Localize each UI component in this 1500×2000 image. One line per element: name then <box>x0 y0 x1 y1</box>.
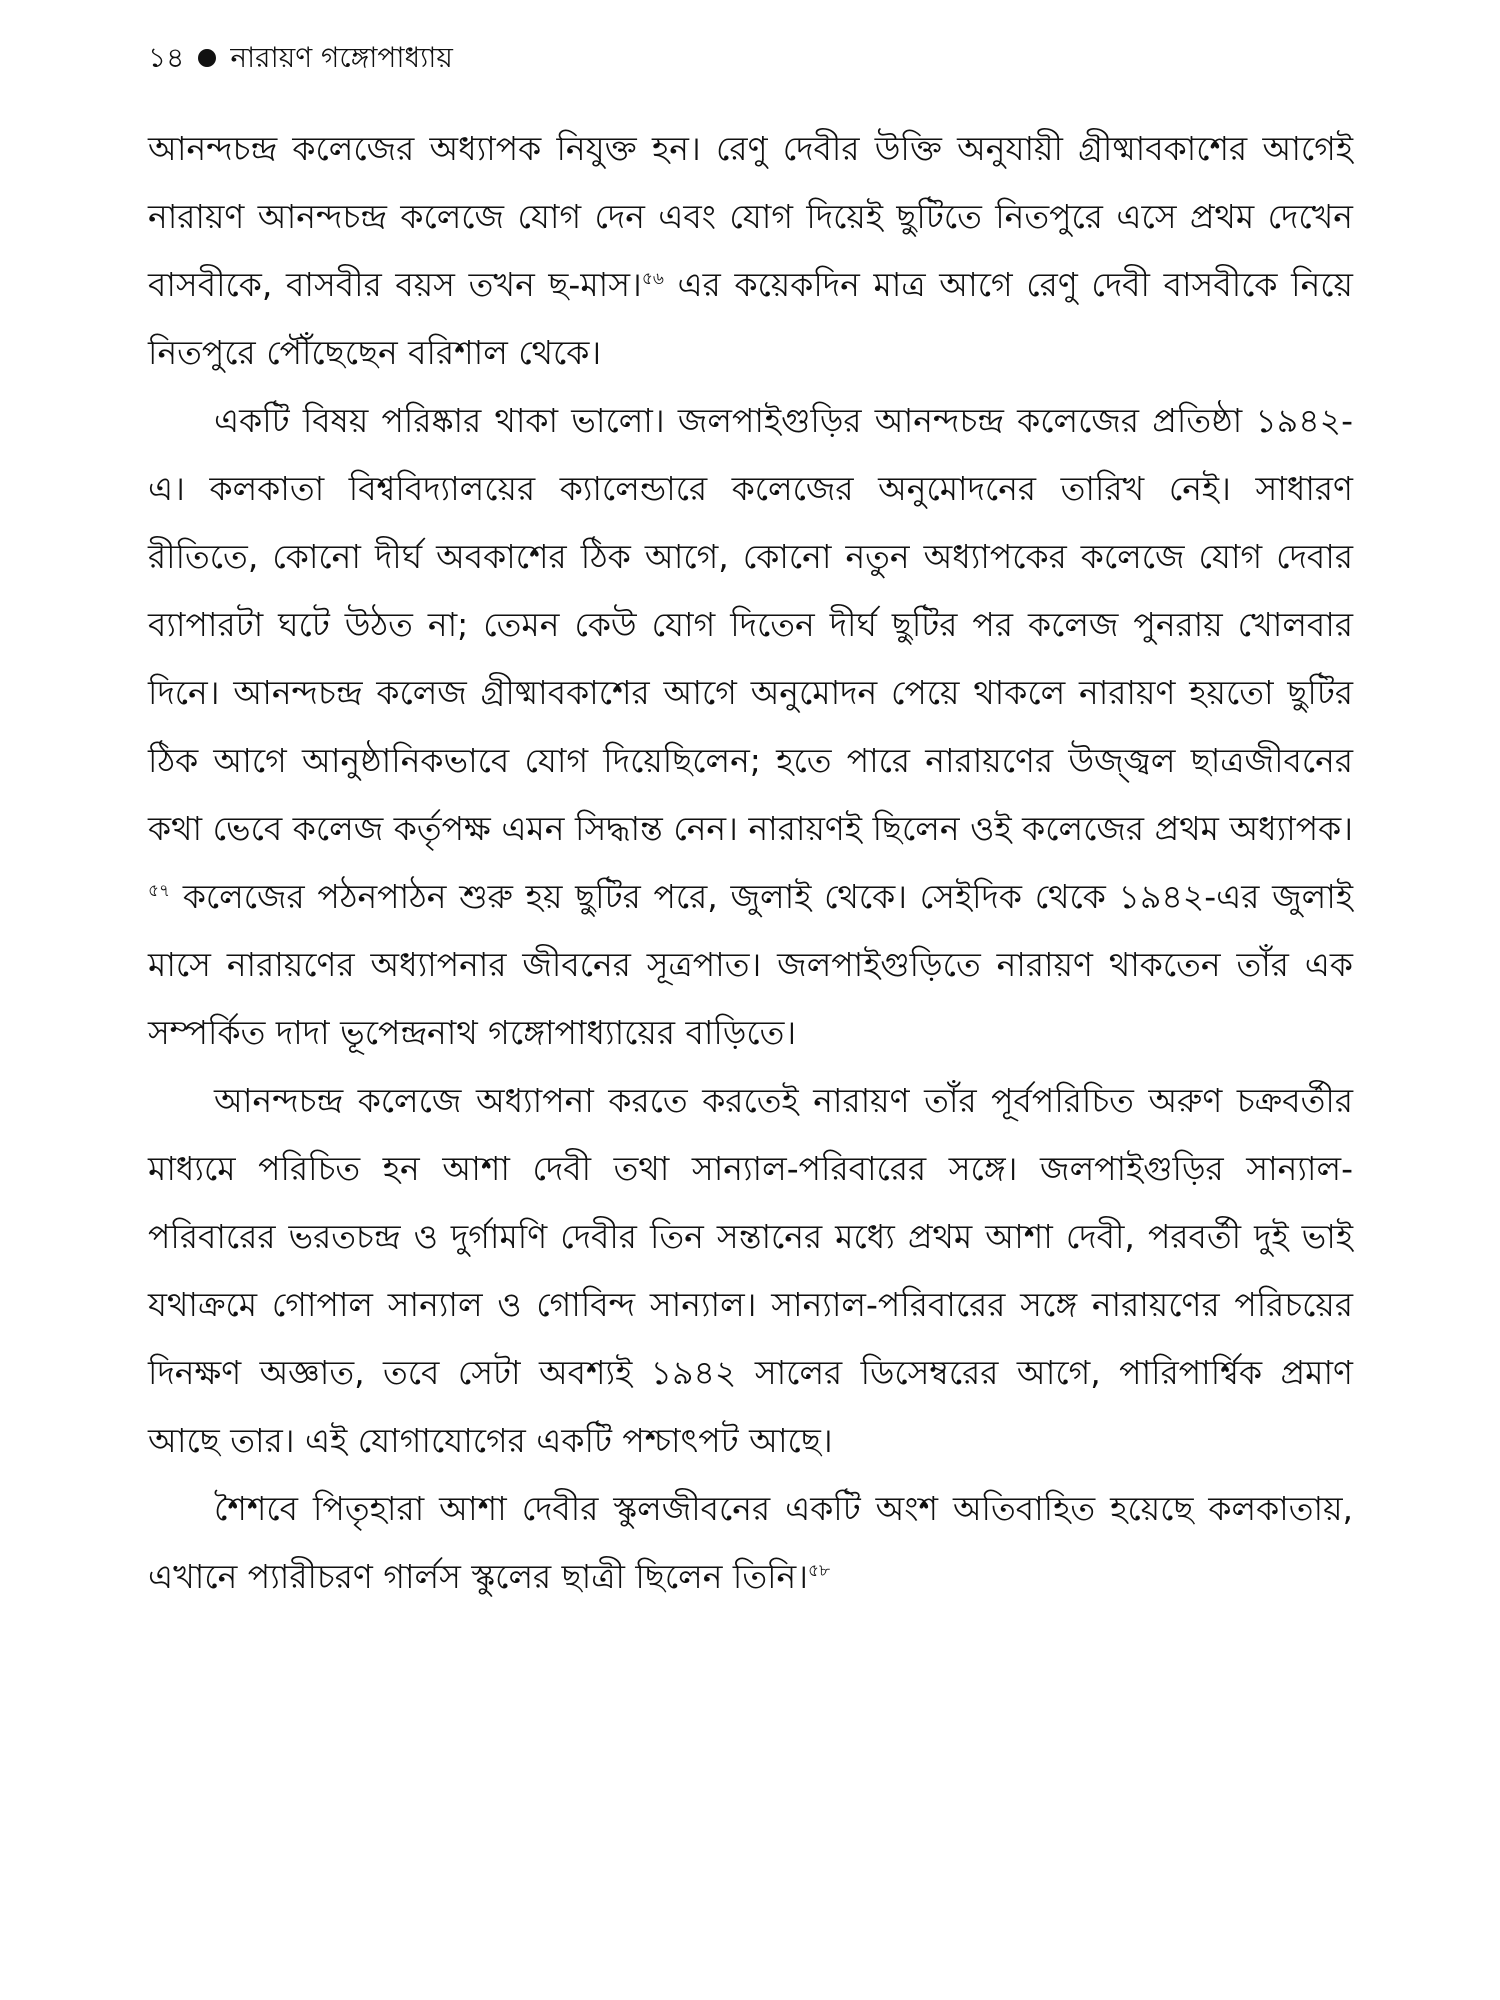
running-title: নারায়ণ গঙ্গোপাধ্যায় <box>230 41 453 74</box>
paragraph-text: কলেজের পঠনপাঠন শুরু হয় ছুটির পরে, জুলাই থেকে। সেইদিক থেকে ১৯৪২-এর জুলাই মাসে নারায়ণের অধ্যাপনার জীবনের সূত্রপাত। জলপাইগুড়িতে নারায়ণ থাকতেন তাঁর এক সম্পর্কিত দাদা ভূপেন্দ্রনাথ গঙ্গোপাধ্যায়ের বাড়িতে। <box>148 877 1353 1052</box>
paragraph-text: একটি বিষয় পরিষ্কার থাকা ভালো। জলপাইগুড়ির আনন্দচন্দ্র কলেজের প্রতিষ্ঠা ১৯৪২-এ। কলকাতা বিশ্ববিদ্যালয়ের ক্যালেন্ডারে কলেজের অনুমোদনের তারিখ নেই। সাধারণ রীতিতে, কোনো দীর্ঘ অবকাশের ঠিক আগে, কোনো নতুন অধ্যাপকের কলেজে যোগ দেবার ব্যাপারটা ঘটে উঠত না; তেমন কেউ যোগ দিতেন দীর্ঘ ছুটির পর কলেজ পুনরায় খোলবার দিনে। আনন্দচন্দ্র কলেজ গ্রীষ্মাবকাশের আগে অনুমোদন পেয়ে থাকলে নারায়ণ হয়তো ছুটির ঠিক আগে আনুষ্ঠানিকভাবে যোগ দিয়েছিলেন; হতে পারে নারায়ণের উজ্জ্বল ছাত্রজীবনের কথা ভেবে কলেজ কর্তৃপক্ষ এমন সিদ্ধান্ত নেন। নারায়ণই ছিলেন ওই কলেজের প্রথম অধ্যাপক। <box>148 401 1353 848</box>
bullet-separator-icon <box>198 49 216 67</box>
paragraph <box>148 1067 1353 1475</box>
running-header <box>148 36 453 80</box>
paragraph <box>148 1475 1353 1611</box>
paragraph-text: শৈশবে পিতৃহারা আশা দেবীর স্কুলজীবনের একটি অংশ অতিবাহিত হয়েছে কলকাতায়, এখানে প্যারীচরণ গার্লস স্কুলের ছাত্রী ছিলেন তিনি। <box>148 1489 1353 1596</box>
paragraph-text: এর কয়েকদিন মাত্র আগে রেণু দেবী বাসবীকে নিয়ে নিতপুরে পৌঁছেছেন বরিশাল থেকে। <box>148 265 1353 372</box>
footnote-marker[interactable]: ৫৭ <box>148 881 171 901</box>
page-number: ১৪ <box>148 41 185 74</box>
paragraph <box>148 115 1353 387</box>
footnote-marker[interactable]: ৫৬ <box>641 269 664 289</box>
body-text <box>148 115 1353 1611</box>
footnote-marker[interactable]: ৫৮ <box>808 1561 831 1581</box>
paragraph <box>148 387 1353 1067</box>
paragraph-text: আনন্দচন্দ্র কলেজের অধ্যাপক নিযুক্ত হন। রেণু দেবীর উক্তি অনুযায়ী গ্রীষ্মাবকাশের আগেই নারায়ণ আনন্দচন্দ্র কলেজে যোগ দেন এবং যোগ দিয়েই ছুটিতে নিতপুরে এসে প্রথম দেখেন বাসবীকে, বাসবীর বয়স তখন ছ-মাস। <box>148 129 1353 304</box>
paragraph-text: আনন্দচন্দ্র কলেজে অধ্যাপনা করতে করতেই নারায়ণ তাঁর পূর্বপরিচিত অরুণ চক্রবর্তীর মাধ্যমে পরিচিত হন আশা দেবী তথা সান্যাল-পরিবারের সঙ্গে। জলপাইগুড়ির সান্যাল-পরিবারের ভরতচন্দ্র ও দুর্গামণি দেবীর তিন সন্তানের মধ্যে প্রথম আশা দেবী, পরবর্তী দুই ভাই যথাক্রমে গোপাল সান্যাল ও গোবিন্দ সান্যাল। সান্যাল-পরিবারের সঙ্গে নারায়ণের পরিচয়ের দিনক্ষণ অজ্ঞাত, তবে সেটা অবশ্যই ১৯৪২ সালের ডিসেম্বরের আগে, পারিপার্শ্বিক প্রমাণ আছে তার। এই যোগাযোগের একটি পশ্চাৎপট আছে। <box>148 1081 1353 1460</box>
